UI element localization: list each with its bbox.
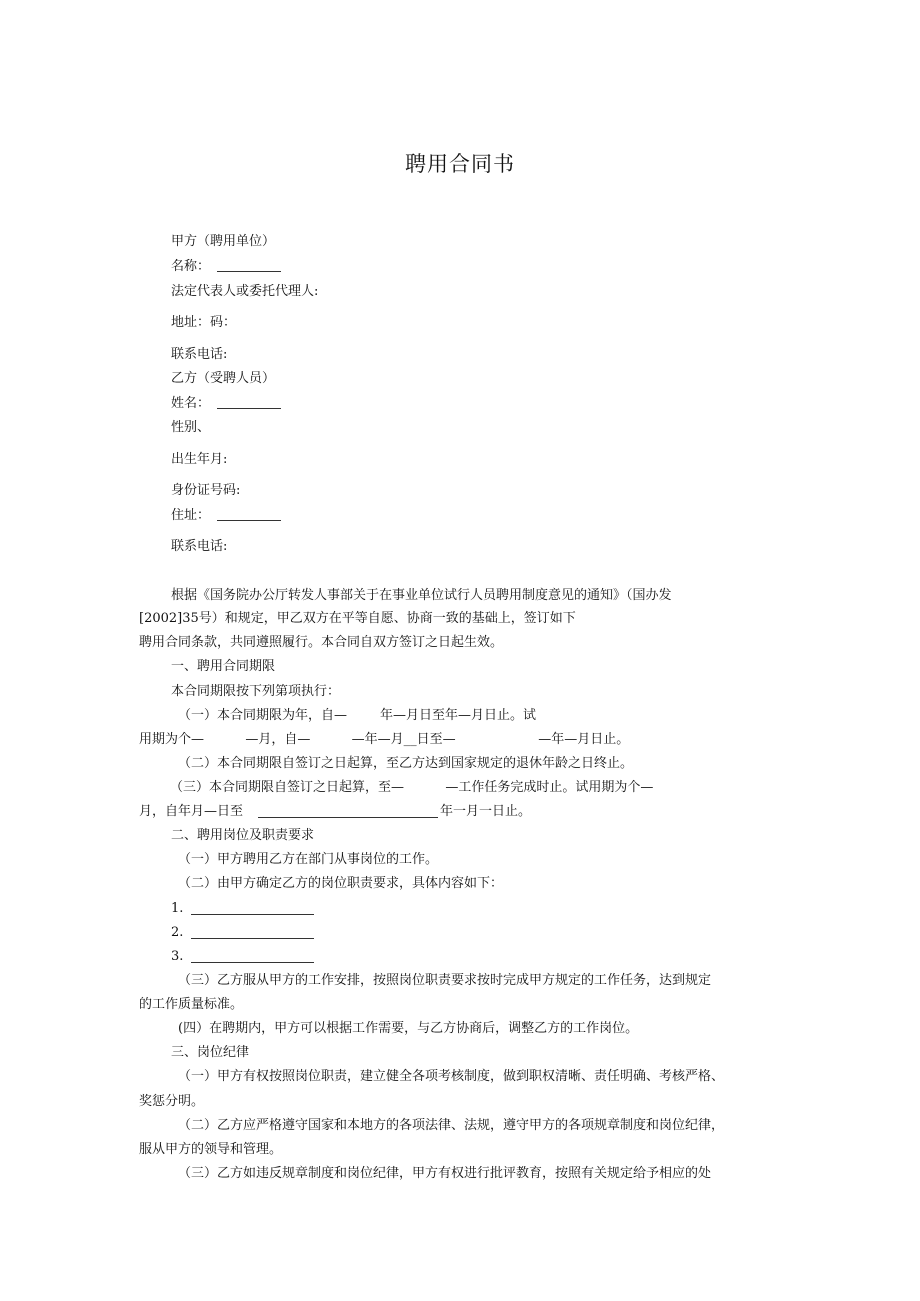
duty-2-blank [191,938,314,939]
party-a-heading: 甲方（聘用单位） [171,234,276,249]
section-3-item-1-line-1: （一）甲方有权按照岗位职责，建立健全各项考核制度，做到职权清晰、责任明确、考核严格、 [178,1069,725,1084]
duty-1-blank [191,914,314,915]
duty-3-blank [191,962,314,963]
party-b-name-blank [217,408,281,409]
section-2-item-1: （一）甲方聘用乙方在部门从事岗位的工作。 [178,852,439,867]
party-a-phone-label: 联系电话: [171,347,228,362]
section-2-item-3-line-1: （三）乙方服从甲方的工作安排，按照岗位职责要求按时完成甲方规定的工作任务，达到规定 [178,973,712,988]
party-b-phone-label: 联系电话: [171,539,228,554]
party-a-address-label: 地址：码： [171,315,237,330]
section-1-item-2: （二）本合同期限自签订之日起算，至乙方达到国家规定的退休年龄之日终止。 [178,756,634,771]
intro-line-3: 聘用合同条款，共同遵照履行。本合同自双方签订之日起生效。 [139,635,504,650]
section-1-item-3-line-2a: 月，自年月—日至 [139,804,244,819]
section-3-item-2-line-1: （二）乙方应严格遵守国家和本地方的各项法律、法规，遵守甲方的各项规章制度和岗位纪律， [178,1118,725,1133]
section-1-item-1-line-2: 用期为个— —月，自— —年—月__日至— —年—月日止。 [139,732,630,747]
party-b-birth-label: 出生年月: [171,452,228,467]
party-b-gender-label: 性别、 [171,420,211,435]
intro-line-1: 根据《国务院办公厅转发人事部关于在事业单位试行人员聘用制度意见的通知》（国办发 [171,588,672,603]
section-3-item-3-line-1: （三）乙方如违反规章制度和岗位纪律，甲方有权进行批评教育，按照有关规定给予相应的处 [178,1166,712,1181]
party-b-address-blank [217,520,281,521]
party-b-id-label: 身份证号码: [171,483,241,498]
intro-line-2: [2002]35号）和规定，甲乙双方在平等自愿、协商一致的基础上，签订如下 [139,611,576,626]
duty-2-label: 2. [171,925,184,940]
duty-1-label: 1. [171,901,184,916]
section-1-item-1-line-1: （一）本合同期限为年，自— 年—月日至年—月日止。试 [178,708,537,723]
section-3-item-2-line-2: 服从甲方的领导和管理。 [139,1142,283,1157]
duty-3-label: 3. [171,949,184,964]
section-1-item-3-line-1: （三）本合同期限自签订之日起算，至— —工作任务完成时止。试用期为个— [170,780,654,795]
party-b-name-label: 姓名： [171,396,211,411]
document-title: 聘用合同书 [405,152,515,176]
section-3-item-1-line-2: 奖惩分明。 [139,1094,205,1109]
section-1-item-3-blank [258,817,438,818]
section-1-lead: 本合同期限按下列第项执行： [171,684,341,699]
party-b-heading: 乙方（受聘人员） [171,371,276,386]
section-1-title: 一、聘用合同期限 [171,659,276,674]
party-a-name-label: 名称： [171,259,211,274]
section-2-title: 二、聘用岗位及职责要求 [171,828,315,843]
party-a-rep-label: 法定代表人或委托代理人: [171,284,319,299]
section-2-item-2: （二）由甲方确定乙方的岗位职责要求，具体内容如下： [178,876,504,891]
section-2-item-3-line-2: 的工作质量标准。 [139,997,244,1012]
party-a-name-blank [217,271,281,272]
section-2-item-4: (四）在聘期内，甲方可以根据工作需要，与乙方协商后，调整乙方的工作岗位。 [178,1021,639,1036]
section-3-title: 三、岗位纪律 [171,1045,250,1060]
section-1-item-3-line-2b: 年一月一日止。 [440,804,532,819]
party-b-address-label: 住址： [171,508,211,523]
